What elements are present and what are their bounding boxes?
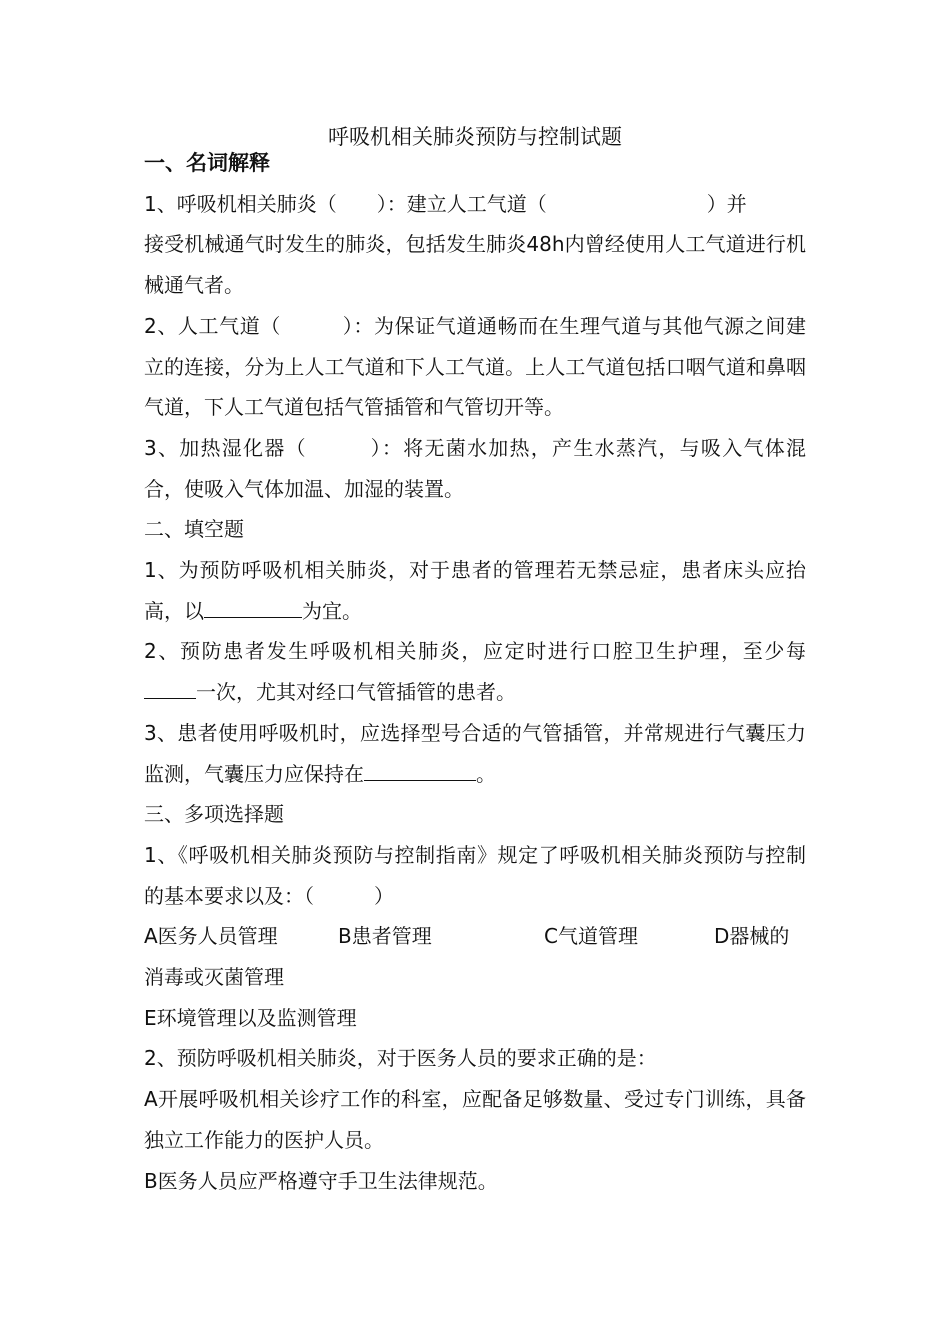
fill-question-1 (144, 550, 806, 631)
option-b[interactable]: B患者管理 (338, 924, 432, 949)
document-body (144, 143, 806, 1201)
section-heading-fill-blank: 二、填空题 (144, 517, 244, 542)
choice-question-2-option-a[interactable]: A开展呼吸机相关诊疗工作的科室，应配备足够数量、受过专门训练，具备独立工作能力的医护人员。 (144, 1087, 806, 1152)
fill-question-2-suffix: 一次，尤其对经口气管插管的患者。 (196, 680, 516, 705)
fill-question-2 (144, 631, 806, 712)
term-question-1-rest: 接受机械通气时发生的肺炎，包括发生肺炎48h内曾经使用人工气道进行机械通气者。 (144, 232, 806, 298)
fill-question-3-suffix: 。 (476, 761, 496, 786)
term-question-2: 2、人工气道（ ）：为保证气道通畅而在生理气道与其他气源之间建立的连接，分为上人工气道和下人工气道。上人工气道包括口咽气道和鼻咽气道，下人工气道包括气管插管和气管切开等。 (144, 313, 806, 420)
option-a[interactable]: A医务人员管理 (144, 924, 278, 949)
option-c[interactable]: C气道管理 (544, 924, 638, 949)
document-title: 呼吸机相关肺炎预防与控制试题 (328, 125, 622, 149)
choice-question-2-option-b[interactable]: B医务人员应严格遵守手卫生法律规范。 (144, 1168, 498, 1193)
choice-question-2-stem: 2、预防呼吸机相关肺炎，对于医务人员的要求正确的是： (144, 1046, 657, 1071)
answer-blank[interactable] (364, 758, 476, 781)
choice-question-1-options (144, 916, 806, 957)
option-e[interactable]: E环境管理以及监测管理 (144, 1005, 357, 1030)
term-question-3: 3、加热湿化器（ ）：将无菌水加热，产生水蒸汽，与吸入气体混合，使吸入气体加温、加湿的装置。 (144, 435, 806, 501)
fill-question-1-suffix: 为宜。 (302, 598, 362, 623)
section-heading-terms: 一、名词解释 (144, 151, 270, 175)
answer-blank[interactable] (144, 676, 196, 699)
fill-question-3 (144, 713, 806, 794)
fill-question-1-text: 1、为预防呼吸机相关肺炎，对于患者的管理若无禁忌症，患者床头应抬高，以 (144, 558, 806, 623)
section-heading-multiple-choice: 三、多项选择题 (144, 802, 284, 827)
term-question-1-line1: 1、呼吸机相关肺炎（ ）：建立人工气道（ ）并 (144, 191, 747, 216)
fill-question-3-text: 3、患者使用呼吸机时，应选择型号合适的气管插管，并常规进行气囊压力监测，气囊压力应保持在 (144, 720, 806, 786)
option-d-continued: 消毒或灭菌管理 (144, 965, 284, 990)
fill-question-2-text: 2、预防患者发生呼吸机相关肺炎，应定时进行口腔卫生护理，至少每 (144, 639, 806, 664)
answer-blank[interactable] (204, 595, 302, 618)
option-d[interactable]: D器械的 (714, 924, 790, 949)
choice-question-1-stem: 1、《呼吸机相关肺炎预防与控制指南》规定了呼吸机相关肺炎预防与控制的基本要求以及：（ ） (144, 842, 806, 908)
